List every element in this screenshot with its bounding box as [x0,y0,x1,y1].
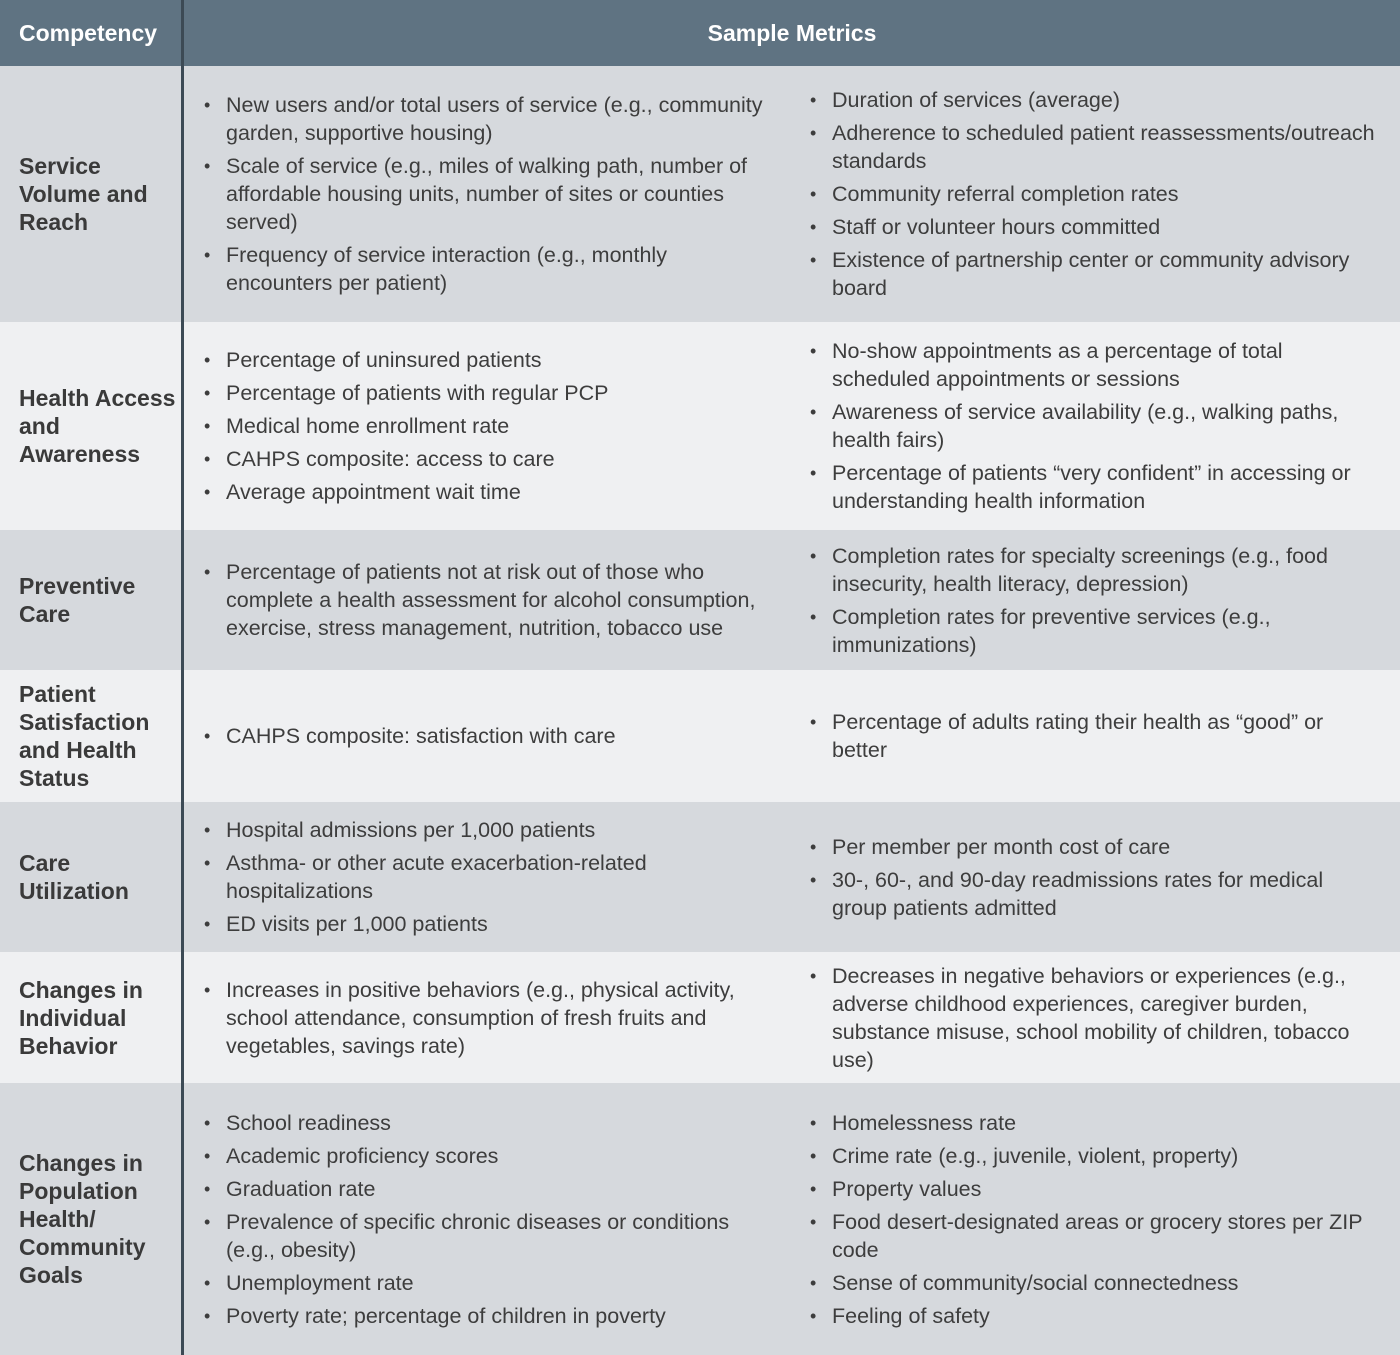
table-row-service-volume [0,66,1400,322]
metrics-list [202,341,774,511]
metric-item: • Existence of partnership center or community advisory board [808,246,1382,302]
metrics-list [202,971,774,1065]
metric-item: • Prevalence of specific chronic diseases or conditions (e.g., obesity) [202,1208,774,1264]
metric-item: • ED visits per 1,000 patients [202,910,774,938]
header-sample-metrics: Sample Metrics [707,19,877,46]
metric-item: • Homelessness rate [808,1109,1382,1137]
metrics-list [202,717,774,755]
metric-item: • 30-, 60-, and 90-day readmissions rates for medical group patients admitted [808,866,1382,922]
table-row-health-access [0,322,1400,530]
metric-item: • Academic proficiency scores [202,1142,774,1170]
metric-item: • Food desert-designated areas or grocery stores per ZIP code [808,1208,1382,1264]
metrics-list [202,1104,774,1335]
metrics-column-right [790,66,1400,322]
metrics-list [808,957,1382,1079]
metrics-list [808,828,1382,927]
table-row-individual-behavior [0,952,1400,1083]
column-divider [181,0,184,1355]
metric-item: • Crime rate (e.g., juvenile, violent, property) [808,1142,1382,1170]
metrics-column-left [184,530,790,670]
metric-item: • Property values [808,1175,1382,1203]
metric-item: • Frequency of service interaction (e.g., monthly encounters per patient) [202,241,774,297]
metric-item: • CAHPS composite: satisfaction with care [202,722,774,750]
metric-item: • Completion rates for specialty screenings (e.g., food insecurity, health literacy, depression) [808,542,1382,598]
metrics-list [808,81,1382,307]
metric-item: • Unemployment rate [202,1269,774,1297]
competency-label: Changes in Population Health/ Community Goals [19,1150,146,1288]
metric-item: • Community referral completion rates [808,180,1382,208]
metric-item: • Per member per month cost of care [808,833,1382,861]
metric-item: • CAHPS composite: access to care [202,445,774,473]
table-row-population-health [0,1083,1400,1355]
metrics-column-left [184,66,790,322]
table-header [0,0,1400,66]
metric-item: • Decreases in negative behaviors or experiences (e.g., adverse childhood experiences, caregiver burden, substance misuse, school mobility of children, tobacco use) [808,962,1382,1074]
metrics-list [808,703,1382,769]
metrics-column-left [184,322,790,530]
metric-item: • Feeling of safety [808,1302,1382,1330]
metric-item: • Awareness of service availability (e.g., walking paths, health fairs) [808,398,1382,454]
header-competency: Competency [19,19,158,46]
competency-label: Preventive Care [19,573,136,627]
metric-item: • Percentage of patients with regular PCP [202,379,774,407]
competency-label: Changes in Individual Behavior [19,976,143,1059]
metric-item: • Sense of community/social connectedness [808,1269,1382,1297]
metric-item: • New users and/or total users of service (e.g., community garden, supportive housing) [202,91,774,147]
metric-item: • Adherence to scheduled patient reassessments/outreach standards [808,119,1382,175]
metric-item: • Percentage of patients not at risk out of those who complete a health assessment for alcohol consumption, exercise, stress management, nutrition, tobacco use [202,558,774,642]
table-row-care-utilization [0,802,1400,952]
metrics-column-left [184,670,790,802]
metrics-column-right [790,952,1400,1083]
competency-label: Service Volume and Reach [19,153,148,235]
metrics-column-right [790,670,1400,802]
metrics-column-left [184,802,790,952]
metrics-column-right [790,802,1400,952]
table-row-patient-satisfaction [0,670,1400,802]
metric-item: • No-show appointments as a percentage of total scheduled appointments or sessions [808,337,1382,393]
metric-item: • Asthma- or other acute exacerbation-related hospitalizations [202,849,774,905]
metrics-list [808,537,1382,664]
metric-item: • Average appointment wait time [202,478,774,506]
metric-item: • Medical home enrollment rate [202,412,774,440]
metric-item: • Percentage of patients “very confident” in accessing or understanding health information [808,459,1382,515]
metrics-column-right [790,1083,1400,1355]
metrics-list [808,332,1382,520]
metric-item: • Scale of service (e.g., miles of walking path, number of affordable housing units, number of sites or counties served) [202,152,774,236]
competency-label: Health Access and Awareness [19,385,176,467]
metric-item: • Duration of services (average) [808,86,1382,114]
metrics-list [202,553,774,647]
metric-item: • Poverty rate; percentage of children in poverty [202,1302,774,1330]
metric-item: • Percentage of uninsured patients [202,346,774,374]
competency-label: Care Utilization [19,850,129,904]
competency-label: Patient Satisfaction and Health Status [19,681,150,791]
metric-item: • Graduation rate [202,1175,774,1203]
metric-item: • Hospital admissions per 1,000 patients [202,816,774,844]
metric-item: • School readiness [202,1109,774,1137]
metric-item: • Increases in positive behaviors (e.g., physical activity, school attendance, consumption of fresh fruits and vegetables, savings rate) [202,976,774,1060]
metrics-column-right [790,322,1400,530]
metrics-column-left [184,1083,790,1355]
metrics-list [808,1104,1382,1335]
metric-item: • Completion rates for preventive services (e.g., immunizations) [808,603,1382,659]
metrics-list [202,86,774,302]
table-row-preventive-care [0,530,1400,670]
metrics-list [202,811,774,943]
metric-item: • Staff or volunteer hours committed [808,213,1382,241]
metric-item: • Percentage of adults rating their health as “good” or better [808,708,1382,764]
metrics-column-right [790,530,1400,670]
metrics-column-left [184,952,790,1083]
